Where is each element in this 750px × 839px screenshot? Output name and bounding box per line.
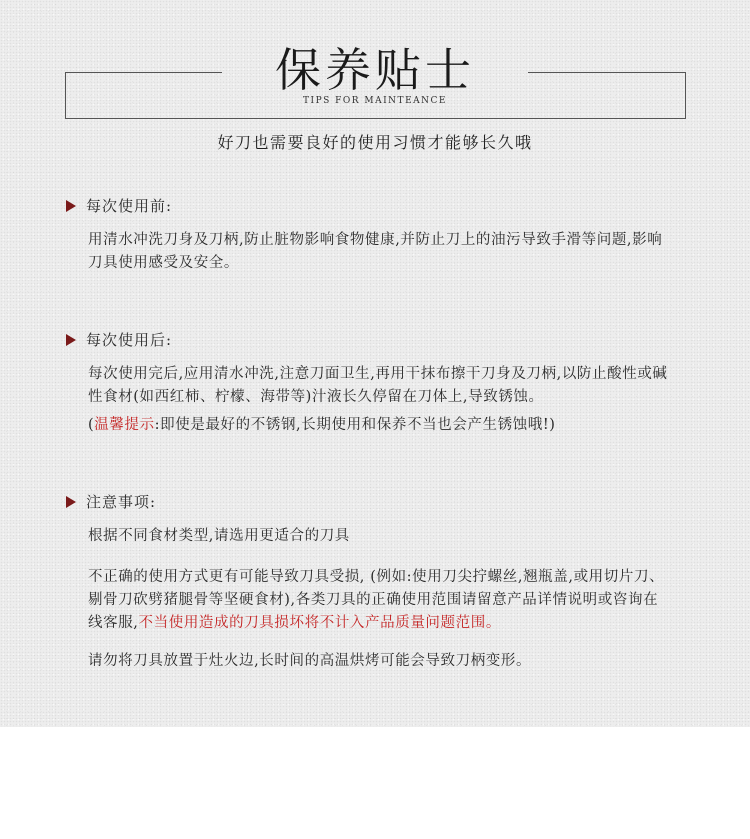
tip-note-open: ( — [88, 417, 95, 433]
section-paragraph: 每次使用完后,应用清水冲洗,注意刀面卫生,再用干抹布擦干刀身及刀柄,以防止酸性或碱性食材(如西红柿、柠檬、海带等)汁液长久停留在刀体上,导致锈蚀。 — [88, 366, 668, 405]
section-heading-before-use — [66, 195, 172, 216]
tip-note-text: :即使是最好的不锈钢,长期使用和保养不当也会产生锈蚀哦!) — [154, 417, 556, 433]
section-paragraph: 请勿将刀具放置于灶火边,长时间的高温烘烤可能会导致刀柄变形。 — [88, 653, 532, 669]
warning-paragraph — [88, 566, 668, 635]
triangle-bullet-icon — [66, 496, 76, 508]
section-paragraph: 用清水冲洗刀身及刀柄,防止脏物影响食物健康,并防止刀上的油污导致手滑等问题,影响刀具使用感受及安全。 — [88, 232, 663, 271]
triangle-bullet-icon — [66, 200, 76, 212]
tagline: 好刀也需要良好的使用习惯才能够长久哦 — [217, 133, 533, 152]
section-heading-notes — [66, 491, 156, 512]
section-heading-label: 每次使用后: — [86, 331, 173, 349]
page-title: 保养贴士 — [275, 43, 475, 97]
section-heading-after-use — [66, 329, 172, 350]
page-subtitle: TIPS FOR MAINTEANCE — [303, 96, 447, 106]
tip-note-highlight: 温馨提示 — [94, 417, 155, 433]
warning-highlight: 不当使用造成的刀具损坏将不计入产品质量问题范围。 — [138, 615, 501, 631]
section-heading-label: 注意事项: — [86, 493, 157, 511]
triangle-bullet-icon — [66, 334, 76, 346]
tip-note — [88, 414, 668, 437]
section-heading-label: 每次使用前: — [86, 197, 173, 215]
section-paragraph: 根据不同食材类型,请选用更适合的刀具 — [88, 528, 350, 544]
warning-text: 不正确的使用方式更有可能导致刀具受损, (例如:使用刀尖拧螺丝,翘瓶盖,或用切片刀、剔骨刀砍劈猪腿骨等坚硬食材),各类刀具的正确使用范围请留意产品详情说明或咨询在线客服, — [88, 569, 665, 631]
